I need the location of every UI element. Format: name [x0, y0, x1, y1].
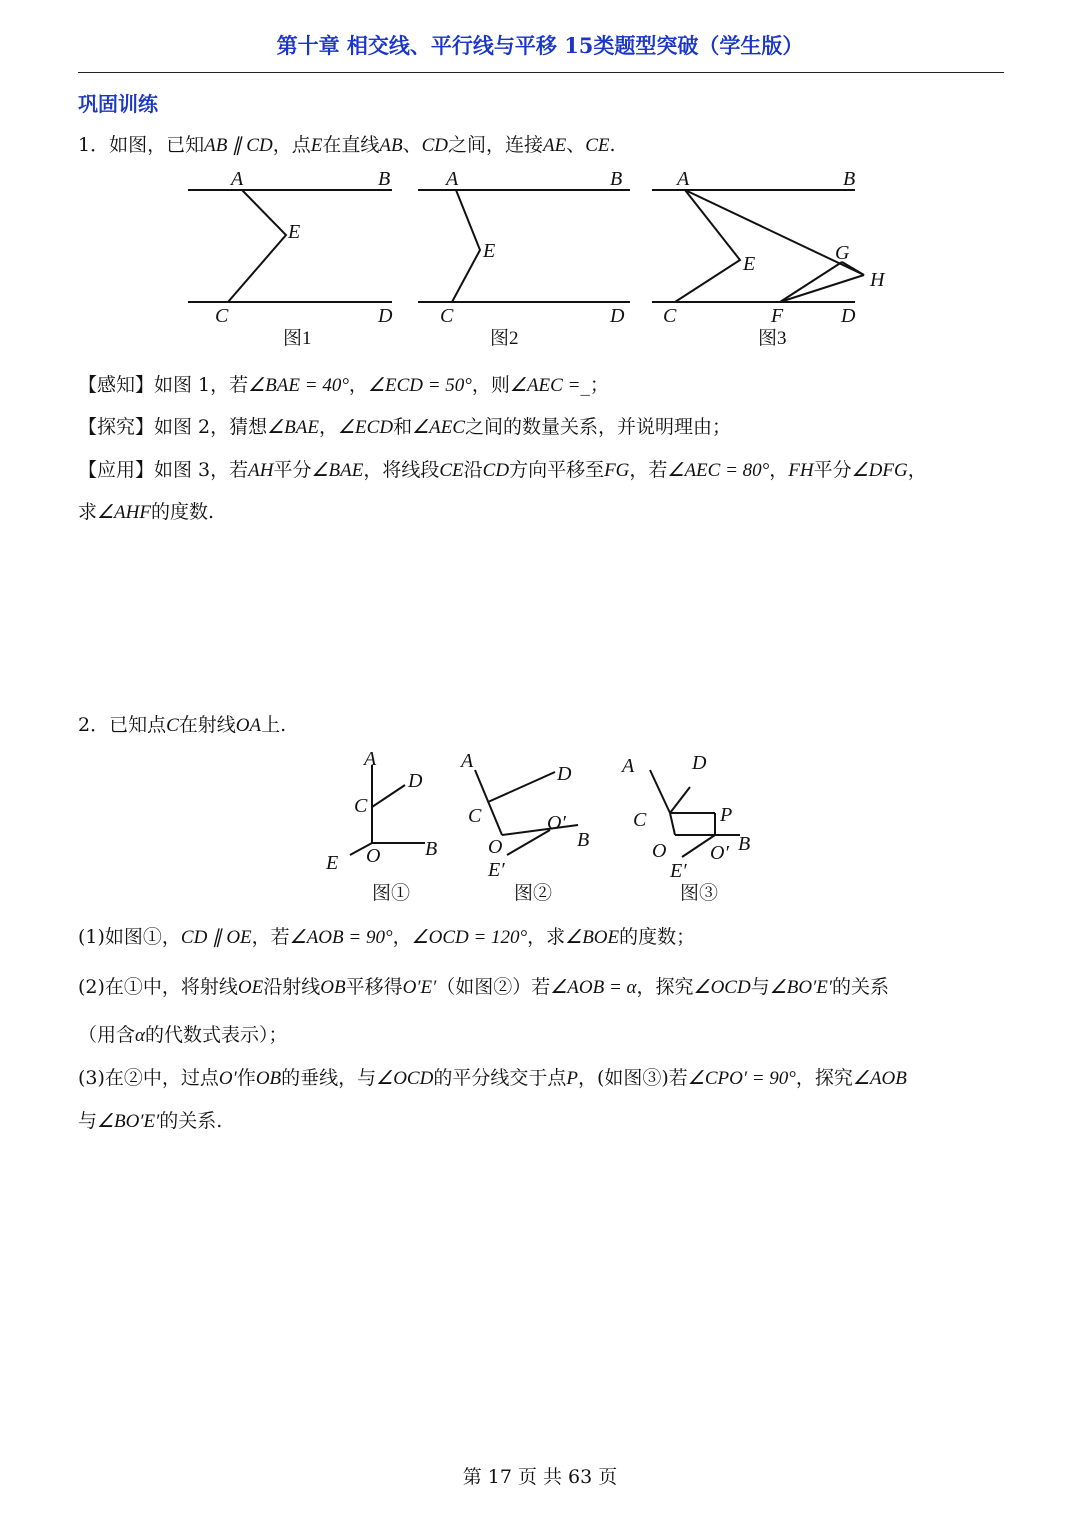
- section-title: 巩固训练: [78, 92, 158, 116]
- fig3-ray-oa: [650, 770, 670, 813]
- fig2-line-cd: [488, 772, 555, 802]
- fig3-label-c: C: [663, 305, 677, 327]
- q2-fig3-label-e: E′: [670, 860, 687, 882]
- fig2-label-d: D: [610, 305, 625, 327]
- fig2-label-a: A: [446, 168, 459, 190]
- q2-fig1-label-e: E: [326, 852, 339, 874]
- q2-fig2-label-a: A: [461, 750, 474, 772]
- fig1-label-c: C: [215, 305, 229, 327]
- fig2-path-aec: [452, 190, 480, 302]
- fig3-label-f: F: [771, 305, 784, 327]
- q2-fig3-label-a: A: [622, 755, 635, 777]
- fig3-line-fg: [780, 262, 842, 302]
- fig1-label-e: E: [288, 221, 301, 243]
- q2-fig2-label-b: B: [577, 829, 590, 851]
- q2-fig1-label-b: B: [425, 838, 438, 860]
- fig3-label-h: H: [870, 269, 885, 291]
- fig2-ray-ob: [502, 825, 578, 835]
- q2-fig1-label-o: O: [366, 845, 381, 867]
- fig3-label-e: E: [743, 253, 756, 275]
- q1-explore: 【探究】如图 2，猜想∠BAE，∠ECD和∠AEC之间的数量关系，并说明理由；: [78, 416, 732, 438]
- q2-part2-line2: （用含α的代数式表示）；: [78, 1024, 288, 1046]
- q1-figures: [180, 160, 900, 355]
- q2-fig3-label-o: O: [652, 840, 667, 862]
- q1-apply-line1: 【应用】如图 3，若AH平分∠BAE，将线段CE沿CD方向平移至FG，若∠AEC = 80°，FH平分∠DFG，: [78, 459, 927, 481]
- fig3-line-cd: [670, 787, 690, 813]
- q1-intro: 1．如图，已知AB ∥ CD，点E在直线AB、CD之间，连接AE、CE.: [78, 134, 616, 156]
- page-footer: 第 17 页 共 63 页: [462, 1466, 618, 1488]
- fig3-caption: 图3: [758, 328, 787, 349]
- fig3-path-aec: [675, 190, 740, 302]
- fig1-caption: 图1: [283, 328, 312, 349]
- q2-fig2-label-o2: O′: [547, 812, 566, 834]
- q2-fig3-label-p: P: [720, 804, 733, 826]
- q2-fig2-label-d: D: [557, 763, 572, 785]
- fig1-path-aec: [228, 190, 286, 302]
- fig1-label-d: D: [378, 305, 393, 327]
- fig3-line-fh: [780, 275, 864, 302]
- q2-fig3-label-d: D: [692, 752, 707, 774]
- q2-part1: (1)如图①，CD ∥ OE，若∠AOB = 90°，∠OCD = 120°，求∠BOE的度数；: [78, 926, 696, 948]
- header-divider: [78, 72, 1004, 73]
- q2-figures: [320, 745, 760, 910]
- fig1-line-cd: [372, 785, 405, 807]
- q1-apply-line2: 求∠AHF的度数.: [78, 501, 215, 523]
- q2-part3-line2: 与∠BO′E′的关系.: [78, 1110, 223, 1132]
- fig3-label-a: A: [677, 168, 690, 190]
- fig3-seg-co: [670, 813, 675, 835]
- q2-fig3-label-c: C: [633, 809, 647, 831]
- q2-fig1-label-a: A: [364, 748, 377, 770]
- fig3-label-d: D: [841, 305, 856, 327]
- q2-part2-line1: (2)在①中，将射线OE沿射线OB平移得O′E′（如图②）若∠AOB = α，探究∠OCD与∠BO′E′的关系: [78, 976, 890, 998]
- q2-intro: 2．已知点C在射线OA上.: [78, 714, 287, 736]
- q2-fig1-label-c: C: [354, 795, 368, 817]
- fig3-label-b: B: [843, 168, 856, 190]
- q2-fig2-label-o: O: [488, 836, 503, 858]
- page-header-title: 第十章 相交线、平行线与平移 15类题型突破（学生版）: [276, 33, 804, 58]
- q2-fig2-label-c: C: [468, 805, 482, 827]
- fig2-label-e: E: [483, 240, 496, 262]
- fig3-label-g: G: [835, 242, 850, 264]
- q2-fig3-label-b: B: [738, 833, 751, 855]
- q2-fig2-caption: 图②: [514, 883, 553, 904]
- q2-fig1-caption: 图①: [372, 883, 411, 904]
- q2-part3-line1: (3)在②中，过点O′作OB的垂线，与∠OCD的平分线交于点P，(如图③)若∠CPO′ = 90°，探究∠AOB: [78, 1067, 907, 1089]
- q1-perceive: 【感知】如图 1，若∠BAE = 40°，∠ECD = 50°，则∠AEC =_；: [78, 374, 609, 396]
- q2-fig3-label-o2: O′: [710, 842, 729, 864]
- fig1-label-b: B: [378, 168, 391, 190]
- fig1-label-a: A: [231, 168, 244, 190]
- q2-fig1-label-d: D: [408, 770, 423, 792]
- fig2-label-b: B: [610, 168, 623, 190]
- q2-fig2-label-e: E′: [488, 859, 505, 881]
- q2-fig3-caption: 图③: [680, 883, 719, 904]
- fig2-label-c: C: [440, 305, 454, 327]
- fig2-caption: 图2: [490, 328, 519, 349]
